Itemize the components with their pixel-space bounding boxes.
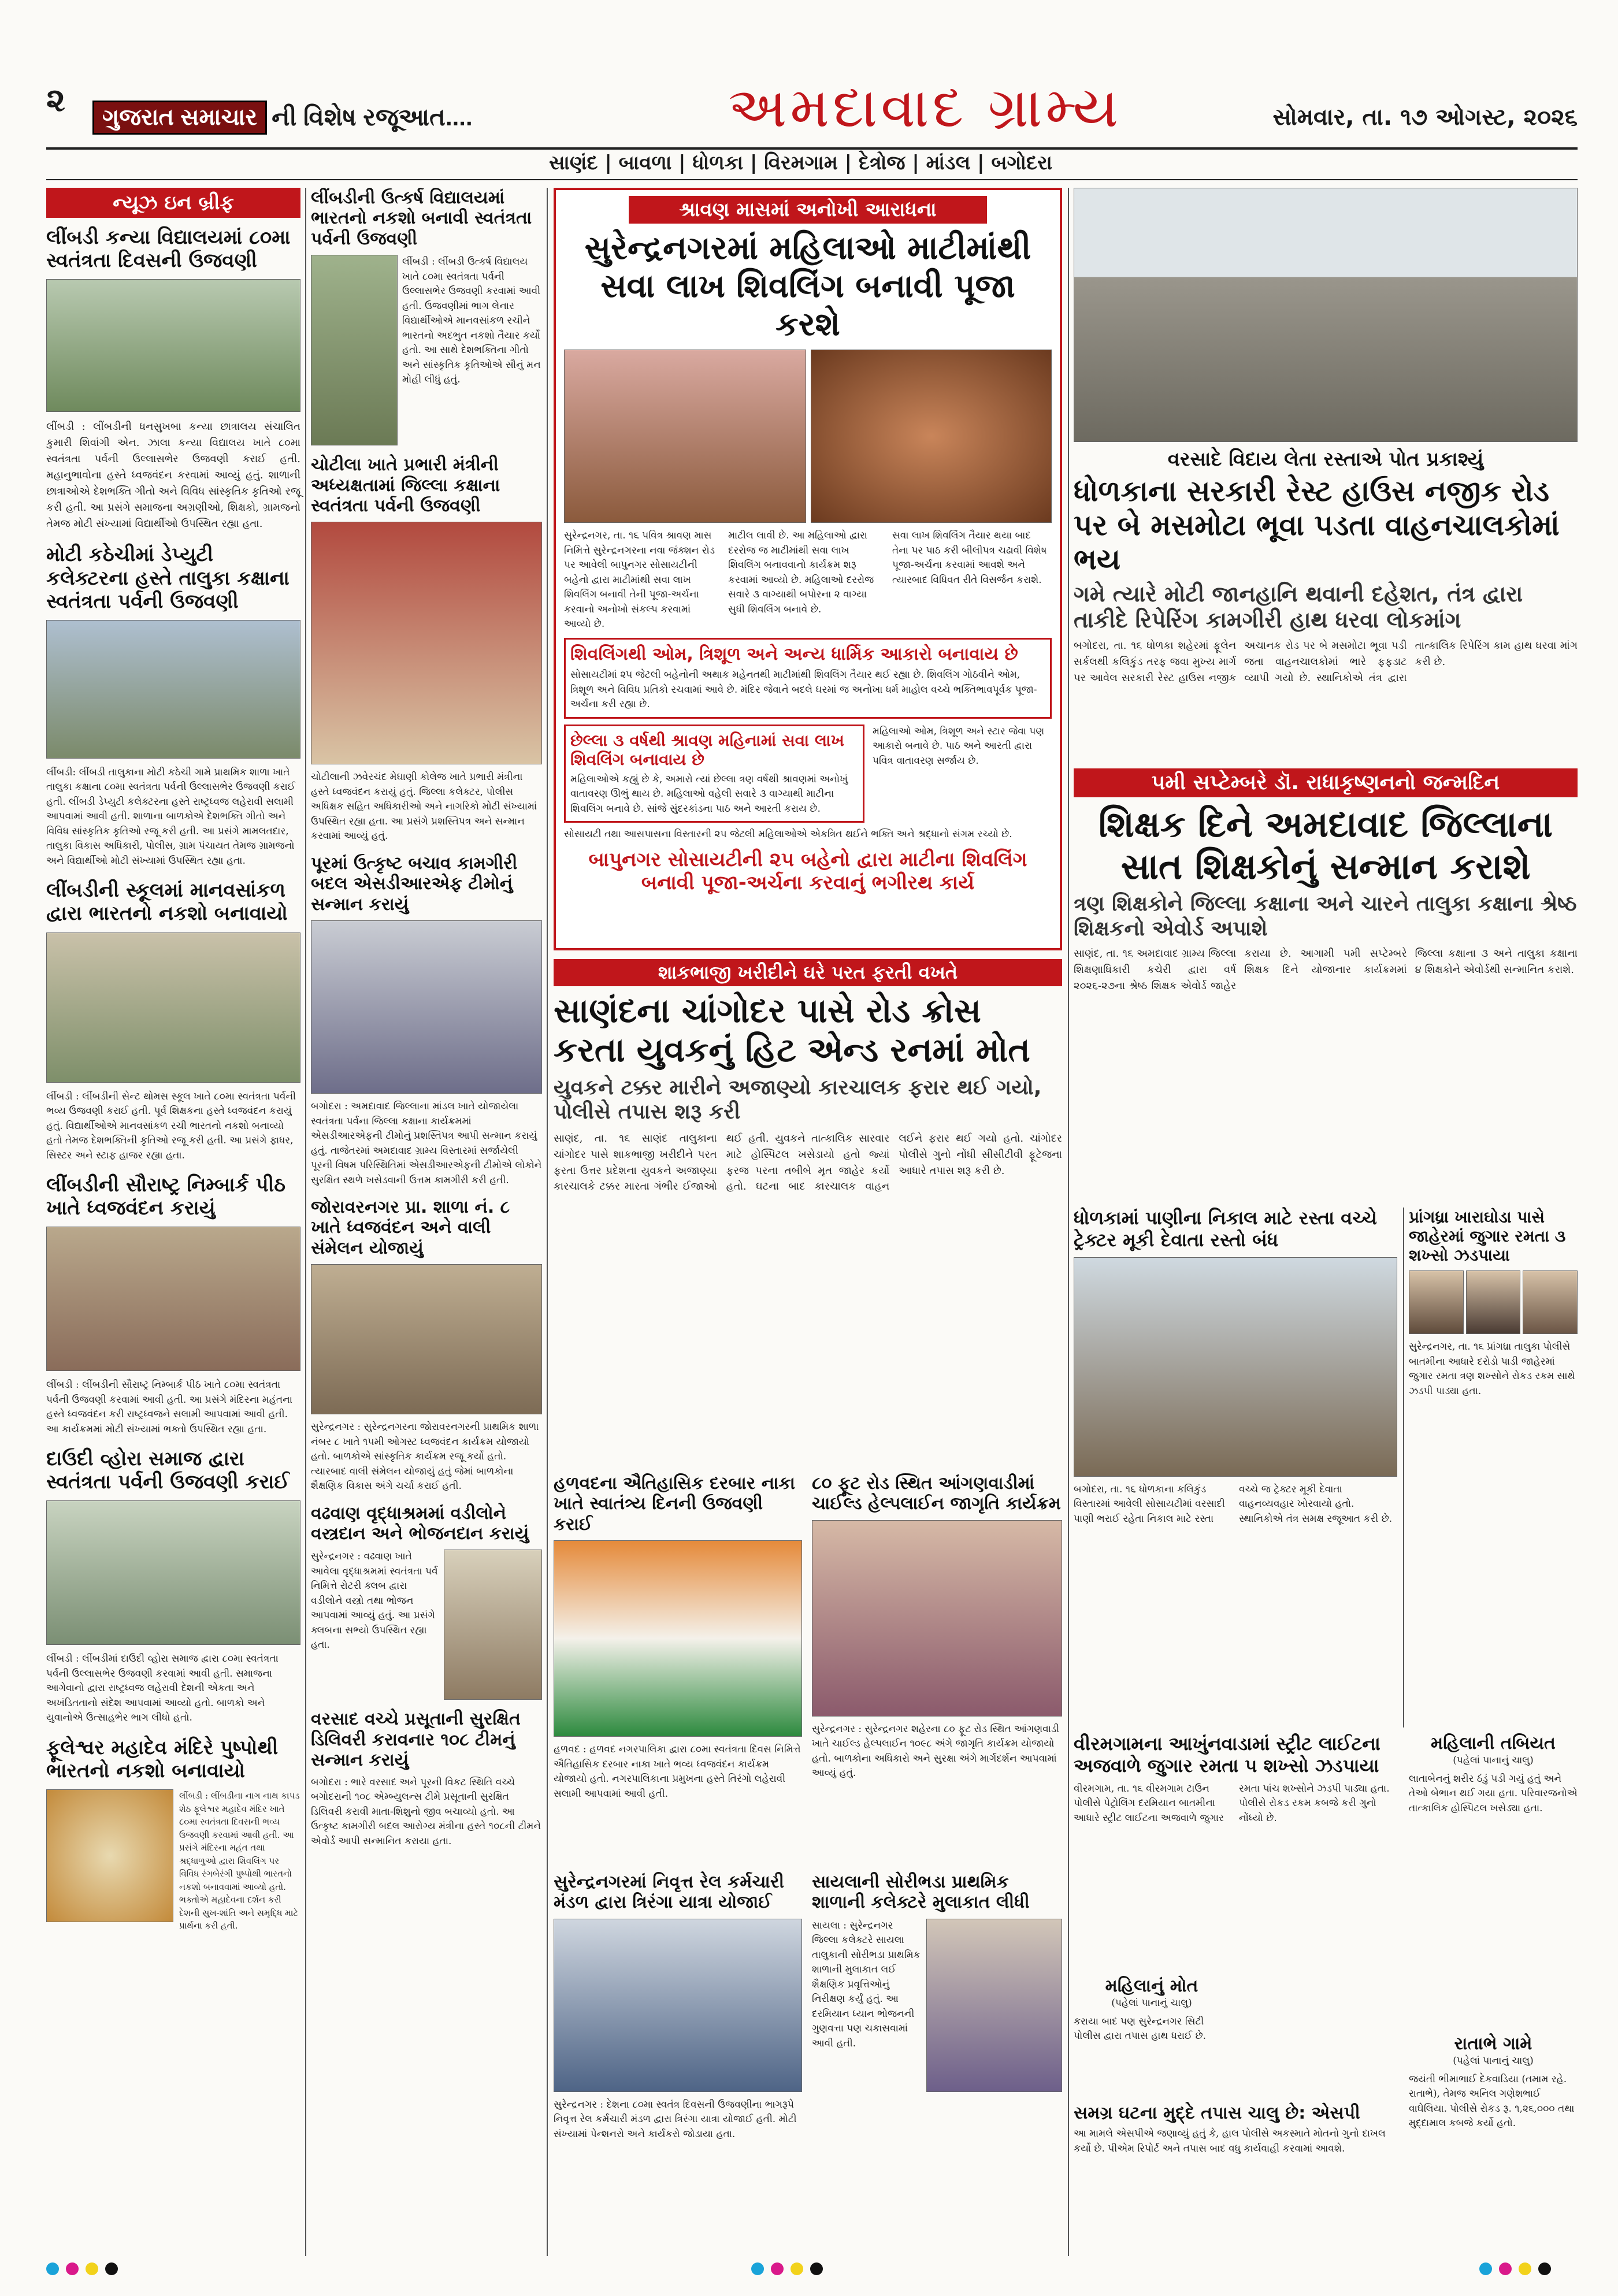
column-two xyxy=(311,188,542,1849)
feature-kicker: શ્રાવણ માસમાં અનોખી આરાધના xyxy=(629,196,987,224)
dateline: સોમવાર, તા. ૧૭ ઓગસ્ટ, ૨૦૨૬ xyxy=(1272,104,1578,131)
page-number: ૨ xyxy=(46,81,65,119)
school-story xyxy=(812,1872,1062,2092)
story-photo xyxy=(812,1520,1062,1717)
continued-text: આ મામલે એસપીએ જણાવ્યું હતું કે, હાલ પોલીસે અકસ્માતે મોતનો ગુનો દાખલ કર્યો છે. પીએમ રિપોર્ટ અને તપાસ બાદ વધુ કાર્યવાહી કરવામાં આવશે. xyxy=(1074,2128,1386,2154)
story-caption: ચોટીલાની ઝવેરચંદ મેઘાણી કોલેજ ખાતે પ્રભારી મંત્રીના હસ્તે ધ્વજવંદન કરાયું હતું. જિલ્લા કલેક્ટર, પોલીસ અધિક્ષક સહિત અધિકારીઓ અને નાગરિકો મોટી સંખ્યામાં ઉપસ્થિત રહ્યા હતા. આ પ્રસંગે પ્રશસ્તિપત્ર અને સન્માન કરવામાં આવ્યું હતું. xyxy=(311,771,537,842)
continued-health xyxy=(1409,1733,1578,1816)
registration-marks xyxy=(1479,2262,1551,2275)
story-text: સુરેન્દ્રનગર, તા. ૧૬ પ્રાંગધ્રા તાલુકા પોલીસે બાતમીના આધારે દરોડો પાડી જાહેરમાં જુગાર રમતા ત્રણ શખ્સોને રોકડ રકમ સાથે ઝડપી પાડ્યા હતા. xyxy=(1409,1341,1575,1397)
sidebar-title: શિવલિંગથી ઓમ, ત્રિશૂળ અને અન્ય ધાર્મિક આકારો બનાવાય છે xyxy=(570,644,1018,664)
story-photo xyxy=(926,1919,1062,2092)
yellow-mark xyxy=(1519,2262,1531,2275)
black-mark xyxy=(1538,2262,1551,2275)
brief-photo xyxy=(46,1227,300,1371)
magenta-mark xyxy=(1499,2262,1512,2275)
cyan-mark xyxy=(1479,2262,1492,2275)
brief-caption: લીંબડી : લીંબડીની સૌરાષ્ટ્ર નિમ્બાર્ક પીઠ ખાતે ૮૦મા સ્વતંત્રતા પર્વની ઉજવણી કરવામાં આવી હતી. આ પ્રસંગે મંદિરના મહંતના હસ્તે ધ્વજવંદન કરી રાષ્ટ્રધ્વજને સલામી આપવામાં આવી હતી. આ કાર્યક્રમમાં મોટી સંખ્યામાં ભક્તો ઉપસ્થિત રહ્યા હતા. xyxy=(46,1379,292,1435)
magenta-mark xyxy=(66,2262,79,2275)
story-photo xyxy=(311,255,398,445)
feature-text: મહિલાઓ ઓમ, ત્રિશૂળ અને સ્ટાર જેવા પણ આકારો બનાવે છે. પાઠ અને આરતી દ્વારા પવિત્ર વાતાવરણ સર્જાય છે. xyxy=(873,725,1045,767)
road-text: બગોદરા, તા. ૧૬ ધોળકા શહેરમાં ફૂલેન સર્કલથી કલિકુંડ તરફ જવા મુખ્ય માર્ગ પર આવેલ સરકારી રેસ્ટ હાઉસ નજીક અચાનક રોડ પર બે મસમોટા ભૂવા પડી જતા વાહનચાલકોમાં ભારે ફફડાટ વ્યાપી ગયો છે. સ્થાનિકોએ તંત્ર દ્વારા તાત્કાલિક રિપેરિંગ કામ હાથ ધરવા માંગ કરી છે. xyxy=(1074,639,1578,684)
brief-headline: લીંબડીની સ્કૂલમાં માનવસાંકળ દ્વારા ભારતનો નકશો બનાવાયો xyxy=(46,879,288,926)
teachers-headline: શિક્ષક દિને અમદાવાદ જિલ્લાના સાત શિક્ષકોનું સન્માન કરાશે xyxy=(1098,803,1553,888)
story-text: બગોદરા : અમદાવાદ જિલ્લાના માંડલ ખાતે યોજાયેલા સ્વતંત્રતા પર્વના જિલ્લા કક્ષાના કાર્યક્રમમાં એસડીઆરએફની ટીમોનું પ્રશસ્તિપત્ર આપી સન્માન કરાયું હતું. તાજેતરમાં અમદાવાદ ગ્રામ્ય વિસ્તારમાં સર્જાયેલી પૂરની વિષમ પરિસ્થિતિમાં એસડીઆરએફની ટીમોએ લોકોને સુરક્ષિત સ્થળે ખસેડવાની ઉત્તમ કામગીરી કરી હતી. xyxy=(311,1101,542,1186)
rail-story xyxy=(554,1872,802,2142)
teachers-story xyxy=(1074,768,1578,994)
story-photo xyxy=(311,1264,542,1414)
brief-caption: લીંબડી : લીંબડીમાં દાઉદી વ્હોરા સમાજ દ્વારા ૮૦મા સ્વતંત્રતા પર્વની ઉલ્લાસભેર ઉજવણી કરવામાં આવી હતી. સમાજના આગેવાનો દ્વારા રાષ્ટ્રધ્વજ લહેરાવી દેશની એકતા અને અખંડિતતાનો સંદેશ આપવામાં આવ્યો હતો. બાળકો અને યુવાનોએ ઉત્સાહભેર ભાગ લીધો હતો. xyxy=(46,1653,279,1724)
continued-death xyxy=(1074,1976,1230,2044)
cyan-mark xyxy=(751,2262,764,2275)
suspect-photo xyxy=(1409,1270,1464,1334)
story-headline: ચોટીલા ખાતે પ્રભારી મંત્રીની અધ્યક્ષતામાં જિલ્લા કક્ષાના સ્વતંત્રતા પર્વની ઉજવણી xyxy=(311,455,500,516)
continued-sp xyxy=(1074,2103,1397,2156)
brief-photo xyxy=(46,1500,300,1645)
story-text: લીંબડી : લીંબડી ઉત્કર્ષ વિદ્યાલય ખાતે ૮૦મા સ્વતંત્રતા પર્વની ઉલ્લાસભેર ઉજવણી કરવામાં આવી હતી. ઉજવણીમાં ભાગ લેનાર વિદ્યાર્થીઓએ માનવસાંકળ રચીને ભારતનો અદભુત નકશો તૈયાર કર્યો હતો. આ સાથે દેશભક્તિના ગીતો અને સાંસ્કૃતિક કૃતિઓએ સૌનું મન મોહી લીધું હતું. xyxy=(402,256,541,386)
continued-note: (પહેલાં પાનાનું ચાલુ) xyxy=(1453,2055,1534,2067)
column-rule xyxy=(1403,1208,1404,1727)
road-kicker: વરસાદે વિદાય લેતા રસ્તાએ પોત પ્રકાશ્યું xyxy=(1167,448,1484,471)
continued-label: મહિલાની તબિયત xyxy=(1431,1733,1556,1753)
black-mark xyxy=(810,2262,823,2275)
feature-sidebar xyxy=(564,638,1052,719)
brief-photo xyxy=(46,279,300,412)
brand xyxy=(92,98,473,136)
registration-marks xyxy=(46,2262,118,2275)
cyan-mark xyxy=(46,2262,59,2275)
story-headline: વઢવાણ વૃદ્ધાશ્રમમાં વડીલોને વસ્ત્રદાન અને ભોજનદાન કરાયું xyxy=(311,1503,529,1544)
story-text: વીરમગામ, તા. ૧૬ વીરમગામ ટાઉન પોલીસે પેટ્રોલિંગ દરમિયાન બાતમીના આધારે સ્ટ્રીટ લાઈટના અજવાળે જુગાર રમતા પાંચ શખ્સોને ઝડપી પાડ્યા હતા. પોલીસે રોકડ રકમ કબજે કરી ગુનો નોંધ્યો છે. xyxy=(1074,1782,1390,1824)
story-photo xyxy=(1074,1257,1397,1477)
accident-subhead: યુવકને ટક્કર મારીને અજાણ્યો કારચાલક ફરાર થઈ ગયો, પોલીસે તપાસ શરૂ કરી xyxy=(554,1075,1042,1124)
story-photo xyxy=(554,1919,802,2092)
accident-headline: સાણંદના ચાંગોદર પાસે રોડ ક્રોસ કરતા યુવકનું હિટ એન્ડ રનમાં મોત xyxy=(554,991,1030,1070)
news-brief-label: ન્યૂઝ ઇન બ્રીફ xyxy=(46,188,300,218)
continued-note: (પહેલાં પાનાનું ચાલુ) xyxy=(1453,1755,1534,1767)
teachers-kicker: ૫મી સપ્ટેમ્બરે ડૉ. રાધાકૃષ્ણનનો જન્મદિન xyxy=(1074,768,1578,797)
story-headline: વરસાદ વચ્ચે પ્રસૂતાની સુરક્ષિત ડિલિવરી કરાવનાર ૧૦૮ ટીમનું સન્માન કરાયું xyxy=(311,1709,521,1771)
town-strip: સાણંદ | બાવળા | ધોળકા | વિરમગામ | દેત્રોજ | માંડલ | બગોદરા xyxy=(549,151,1052,174)
continued-note: (પહેલાં પાનાનું ચાલુ) xyxy=(1111,1997,1192,2009)
tricolor-story xyxy=(554,1473,802,1801)
black-mark xyxy=(105,2262,118,2275)
anganwadi-story xyxy=(812,1473,1062,1781)
feature-text: સવા લાખ શિવલિંગ તૈયાર થયા બાદ તેના પર પાઠ કરી બીલીપત્ર ચઢાવી વિશેષ પૂજા-અર્ચના કરવામાં આવશે અને ત્યારબાદ વિધિવત રીતે વિસર્જન કરાશે. xyxy=(892,530,1047,586)
masthead xyxy=(46,64,1578,139)
brief-headline: લીંબડીની સૌરાષ્ટ્ર નિમ્બાર્ક પીઠ ખાતે ધ્વજવંદન કરાયું xyxy=(46,1173,286,1220)
column-rule xyxy=(1068,188,1069,2256)
teachers-text: સાણંદ, તા. ૧૬ અમદાવાદ ગ્રામ્ય જિલ્લા શિક્ષણાધિકારી કચેરી દ્વારા વર્ષ ૨૦૨૬-૨૭ના શ્રેષ્ઠ શિક્ષક એવોર્ડ જાહેર કરાયા છે. આગામી ૫મી સપ્ટેમ્બરે શિક્ષક દિને યોજાનાર કાર્યક્રમમાં જિલ્લા કક્ષાના ૩ અને તાલુકા કક્ષાના ૪ શિક્ષકોને એવોર્ડથી સન્માનિત કરાશે. xyxy=(1074,948,1578,993)
column-rule xyxy=(305,188,306,2256)
road-story xyxy=(1074,188,1578,686)
story-headline: પ્રાંગધ્રા ખારાઘોડા પાસે જાહેરમાં જુગાર રમતા ૩ શખ્સો ઝડપાયા xyxy=(1409,1208,1566,1265)
story-photo xyxy=(311,920,542,1094)
towns-rule xyxy=(46,179,1578,180)
continued-label: રાતાભે ગામે xyxy=(1454,2034,1532,2054)
accident-kicker: શાકભાજી ખરીદીને ઘરે પરત ફરતી વખતે xyxy=(554,959,1062,986)
brief-headline: ફૂલેશ્વર મહાદેવ મંદિરે પુષ્પોથી ભારતનો નકશો બનાવાયો xyxy=(46,1736,279,1783)
brief-photo xyxy=(46,1789,173,1922)
story-headline: પૂરમાં ઉત્કૃષ્ટ બચાવ કામગીરી બદલ એસડીઆરએફ ટીમોનું સન્માન કરાયું xyxy=(311,853,518,915)
continued-label: સમગ્ર ઘટના મુદ્દે તપાસ ચાલુ છે: એસપી xyxy=(1074,2103,1360,2123)
story-photo xyxy=(554,1540,802,1737)
gambling2-story xyxy=(1074,1733,1397,1826)
road-photo xyxy=(1074,188,1578,442)
story-text: સાયલા : સુરેન્દ્રનગર જિલ્લા કલેક્ટરે સાયલા તાલુકાની સોરીભડા પ્રાથમિક શાળાની મુલાકાત લઈ શૈક્ષણિક પ્રવૃત્તિઓનું નિરીક્ષણ કર્યું હતું. આ દરમિયાન ધ્યાન ભોજનની ગુણવત્તા પણ ચકાસવામાં આવી હતી. xyxy=(812,1919,921,2049)
masthead-rule xyxy=(46,147,1578,150)
suspect-photo xyxy=(1523,1270,1578,1334)
feature-box xyxy=(554,188,1062,950)
story-photo xyxy=(311,522,542,764)
news-brief-column xyxy=(46,188,300,1933)
story-headline: વીરમગામના આખુંનવાડામાં સ્ટ્રીટ લાઈટના અજવાળે જુગાર રમતા ૫ શખ્સો ઝડપાયા xyxy=(1074,1733,1381,1777)
continued-text: કરાયા બાદ પણ સુરેન્દ્રનગર સિટી પોલીસ દ્વારા તપાસ હાથ ધરાઈ છે. xyxy=(1074,2015,1207,2042)
continued-text: લાતાબેનનું શરીર ઠંડું પડી ગયું હતું અને તેઓ બેભાન થઈ ગયા હતા. પરિવારજનોએ તાત્કાલિક હોસ્પિટલ ખસેડ્યા હતા. xyxy=(1409,1773,1578,1814)
story-text: સુરેન્દ્રનગર : સુરેન્દ્રનગરના જોરાવરનગરની પ્રાથમિક શાળા નંબર ૮ ખાતે ૧૫મી ઓગસ્ટ ધ્વજવંદન કાર્યક્રમ યોજાયો હતો. બાળકોએ સાંસ્કૃતિક કાર્યક્રમ રજૂ કર્યો હતો. ત્યારબાદ વાલી સંમેલન યોજાયું હતું જેમાં બાળકોના શૈક્ષણિક વિકાસ અંગે ચર્ચા કરાઈ હતી. xyxy=(311,1421,539,1492)
road-subhead: ગમે ત્યારે મોટી જાનહાનિ થવાની દહેશત, તંત્ર દ્વારા તાકીદે રિપેરિંગ કામગીરી હાથ ધરવા લોકમાંગ xyxy=(1074,581,1523,633)
story-text: સુરેન્દ્રનગર : વઢવાણ ખાતે આવેલા વૃદ્ધાશ્રમમાં સ્વતંત્રતા પર્વ નિમિત્તે રોટરી ક્લબ દ્વારા વડીલોને વસ્ત્રો તથા ભોજન આપવામાં આવ્યું હતું. આ પ્રસંગે ક્લબના સભ્યો ઉપસ્થિત રહ્યા હતા. xyxy=(311,1551,438,1651)
magenta-mark xyxy=(771,2262,784,2275)
feature-sidebar xyxy=(564,725,864,823)
story-photo xyxy=(444,1550,542,1700)
brief-caption: લીંબડી: લીંબડી તાલુકાના મોટી કઠેચી ગામે પ્રાથમિક શાળા ખાતે તાલુકા કક્ષાના ૮૦મા સ્વતંત્રતા પર્વની ઉલ્લાસભેર ઉજવણી કરાઈ હતી. લીંબડી ડેપ્યુટી કલેક્ટરના હસ્તે રાષ્ટ્રધ્વજ લહેરાવી સલામી આપવામાં આવી હતી. શાળાના બાળકોએ દેશભક્તિ ગીતો અને વિવિધ સાંસ્કૃતિક કૃતિઓ રજૂ કરી હતી. આ પ્રસંગે મામલતદાર, તાલુકા વિકાસ અધિકારી, પોલીસ, ગ્રામ પંચાયત તેમજ ગ્રામજનો અને વિદ્યાર્થીઓ મોટી સંખ્યામાં ઉપસ્થિત રહ્યા હતા. xyxy=(46,766,295,867)
feature-photo xyxy=(811,350,1052,523)
teachers-subhead: ત્રણ શિક્ષકોને જિલ્લા કક્ષાના અને ચારને તાલુકા કક્ષાના શ્રેષ્ઠ શિક્ષકનો એવોર્ડ અપાશે xyxy=(1074,892,1577,941)
brief-headline: મોટી કઠેચીમાં ડેપ્યુટી કલેક્ટરના હસ્તે તાલુકા કક્ષાના સ્વતંત્રતા પર્વની ઉજવણી xyxy=(46,543,290,613)
feature-text: માટીલ લાવી છે. આ મહિલાઓ દ્વારા દરરોજ જ માટીમાંથી સવા લાખ શિવલિંગ બનાવવાનો કાર્યક્રમ શરૂ કરવામાં આવ્યો છે. મહિલાઓ દરરોજ સવારે ૩ વાગ્યાથી બપોરના ૨ વાગ્યા સુધી શિવલિંગ બનાવે છે. xyxy=(728,530,874,615)
gambling-story xyxy=(1409,1208,1578,1399)
brief-text: લીંબડી : લીંબડીના નાગ નાથ કાપડ શેઠ ફૂલેશ્વર મહાદેવ મંદિર ખાતે ૮૦મા સ્વતંત્રતા દિવસની ભવ્ય ઉજવણી કરવામાં આવી હતી. આ પ્રસંગે મંદિરના મહંત તથા શ્રદ્ધાળુઓ દ્વારા શિવલિંગ પર વિવિધ રંગબેરંગી પુષ્પોથી ભારતનો નકશો બનાવવામાં આવ્યો હતો. ભક્તોએ મહાદેવના દર્શન કરી દેશની સુખ-શાંતિ અને સમૃદ્ધિ માટે પ્રાર્થના કરી હતી. xyxy=(179,1790,300,1931)
story-text: સુરેન્દ્રનગર : સુરેન્દ્રનગર શહેરના ૮૦ ફૂટ રોડ સ્થિત આંગણવાડી ખાતે ચાઈલ્ડ હેલ્પલાઈન ૧૦૯૮ અંગે જાગૃતિ કાર્યક્રમ યોજાયો હતો. બાળકોના અધિકારો અને સુરક્ષા અંગે માર્ગદર્શન આપવામાં આવ્યું હતું. xyxy=(812,1723,1060,1779)
story-text: સુરેન્દ્રનગર : દેશના ૮૦મા સ્વતંત્ર દિવસની ઉજવણીના ભાગરૂપે નિવૃત્ત રેલ કર્મચારી મંડળ દ્વારા ત્રિરંગા યાત્રા યોજાઈ હતી. મોટી સંખ્યામાં પેન્શનરો અને કાર્યકરો જોડાયા હતા. xyxy=(554,2098,797,2140)
continued-label: મહિલાનું મોત xyxy=(1105,1976,1198,1996)
sidebar-title: છેલ્લા ૩ વર્ષથી શ્રાવણ મહિનામાં સવા લાખ શિવલિંગ બનાવાય છે xyxy=(570,730,844,769)
continued-village xyxy=(1409,2034,1578,2131)
feature-text: સોસાયટી તથા આસપાસના વિસ્તારની ૨૫ જેટલી મહિલાઓએ એકત્રિત થઈને ભક્તિ અને શ્રદ્ધાનો સંગમ રચ્યો છે. xyxy=(564,829,1012,841)
road-headline: ધોળકાના સરકારી રેસ્ટ હાઉસ નજીક રોડ પર બે મસમોટા ભૂવા પડતા વાહનચાલકોમાં ભય xyxy=(1074,474,1560,577)
story-headline: જોરાવરનગર પ્રા. શાળા નં. ૮ ખાતે ધ્વજવંદન અને વાલી સંમેલન યોજાયું xyxy=(311,1197,510,1258)
column-rule xyxy=(547,188,548,2256)
story-text: બગોદરા : ભારે વરસાદ અને પૂરની વિકટ સ્થિતિ વચ્ચે બગોદરાની ૧૦૮ એમ્બ્યુલન્સ ટીમે પ્રસૂતાની સુરક્ષિત ડિલિવરી કરાવી માતા-શિશુનો જીવ બચાવ્યો હતો. આ ઉત્કૃષ્ટ કામગીરી બદલ આરોગ્ય મંત્રીના હસ્તે ૧૦૮ની ટીમને એવોર્ડ આપી સન્માનિત કરાયા હતા. xyxy=(311,1776,541,1847)
sidebar-text: મહિલાઓએ કહ્યું છે કે, અમારો ત્યાં છેલ્લા ત્રણ વર્ષથી શ્રાવણમાં અનોખું વાતાવરણ ઊભું થાય છે. મહિલાઓ વહેલી સવારે ૩ વાગ્યાથી માટીના શિવલિંગ બનાવે છે. સાંજે સુંદરકાંડના પાઠ અને આરતી કરાય છે. xyxy=(570,773,848,815)
feature-photo xyxy=(564,350,806,523)
accident-story xyxy=(554,959,1062,1195)
feature-headline: સુરેન્દ્રનગરમાં મહિલાઓ માટીમાંથી સવા લાખ શિવલિંગ બનાવી પૂજા કરશે xyxy=(584,229,1031,344)
story-headline: સુરેન્દ્રનગરમાં નિવૃત્ત રેલ કર્મચારી મંડળ દ્વારા ત્રિરંગા યાત્રા યોજાઈ xyxy=(554,1872,784,1913)
water-story xyxy=(1074,1208,1397,1526)
registration-marks xyxy=(751,2262,823,2275)
feature-text: સુરેન્દ્રનગર, તા. ૧૬ પવિત્ર શ્રાવણ માસ નિમિત્તે સુરેન્દ્રનગરના નવા જંક્શન રોડ પર આવેલી બાપુનગર સોસાયટીની બહેનો દ્વારા માટીમાંથી સવા લાખ શિવલિંગ બનાવી તેની પૂજા-અર્ચના કરવાનો અનોખો સંકલ્પ કરવામાં આવ્યો છે. xyxy=(564,530,715,630)
suspect-photo xyxy=(1466,1270,1521,1334)
story-text: હળવદ : હળવદ નગરપાલિકા દ્વારા ૮૦મા સ્વતંત્રતા દિવસ નિમિત્તે ઐતિહાસિક દરબાર નાકા ખાતે ભવ્ય ધ્વજવંદન કાર્યક્રમ યોજાયો હતો. નગરપાલિકાના પ્રમુખના હસ્તે તિરંગો લહેરાવી સલામી આપવામાં આવી હતી. xyxy=(554,1744,801,1800)
sidebar-text: સોસાયટીમાં ૨૫ જેટલી બહેનોની અથાક મહેનતથી માટીમાંથી શિવલિંગ તૈયાર થઈ રહ્યા છે. શિવલિંગ ગોઠવીને ઓમ, ત્રિશૂળ અને વિવિધ પ્રતિકો રચવામાં આવે છે. મંદિર જેવાને બદલે ઘરમાં જ અનોખા ધર્મ માહોલ વચ્ચે ભક્તિભાવપૂર્વક પૂજા-અર્ચના કરી રહ્યા છે. xyxy=(570,669,1037,711)
brand-logo: ગુજરાત સમાચાર xyxy=(92,101,267,135)
section-title: અમદાવાદ ગ્રામ્ય xyxy=(728,75,1122,140)
feature-footer: બાપુનગર સોસાયટીની ૨૫ બહેનો દ્વારા માટીના શિવલિંગ બનાવી પૂજા-અર્ચના કરવાનું ભગીરથ કાર્ય xyxy=(588,848,1027,894)
brief-headline: દાઉદી વ્હોરા સમાજ દ્વારા સ્વતંત્રતા પર્વની ઉજવણી કરાઈ xyxy=(46,1447,290,1494)
brief-photo xyxy=(46,932,300,1083)
story-headline: ધોળકામાં પાણીના નિકાલ માટે રસ્તા વચ્ચે ટ્રેક્ટર મૂકી દેવાતા રસ્તો બંધ xyxy=(1074,1207,1377,1251)
story-headline: સાયલાની સોરીભડા પ્રાથમિક શાળાની કલેક્ટરે મુલાકાત લીધી xyxy=(812,1872,1030,1913)
story-headline: ૮૦ ફૂટ રોડ સ્થિત આંગણવાડીમાં ચાઈલ્ડ હેલ્પલાઈન જાગૃતિ કાર્યક્રમ xyxy=(812,1473,1061,1514)
yellow-mark xyxy=(791,2262,803,2275)
story-text: બગોદરા, તા. ૧૬ ધોળકાના કલિકુંડ વિસ્તારમાં આવેલી સોસાયટીમાં વરસાદી પાણી ભરાઈ રહેતા નિકાલ માટે રસ્તા વચ્ચે જ ટ્રેક્ટર મૂકી દેવાતા વાહનવ્યવહાર ખોરવાયો હતો. સ્થાનિકોએ તંત્ર સમક્ષ રજૂઆત કરી છે. xyxy=(1074,1483,1393,1525)
continued-text: જયંતી ભીમાભાઈ દેકવાડિયા (તમામ રહે. રાતાભે), તેમજ અનિલ ગણેશભાઈ વાઘેલિયા. પોલીસે રોકડ રૂ. ૧,૨૬,૦૦૦ તથા મુદ્દામાલ કબજે કર્યો હતો. xyxy=(1409,2073,1575,2130)
brief-headline: લીંબડી કન્યા વિદ્યાલયમાં ૮૦મા સ્વતંત્રતા દિવસની ઉજવણી xyxy=(46,226,291,273)
brief-text: લીંબડી : લીંબડીની ધનસુખબા કન્યા છાત્રાલય સંચાલિત કુમારી શિવાંગી એન. ઝાલા કન્યા વિદ્યાલય ખાતે ૮૦મા સ્વતંત્રતા પર્વની ઉલ્લાસભેર ઉજવણી કરાઈ હતી. મહાનુભાવોના હસ્તે ધ્વજવંદન કરવામાં આવ્યું હતું. શાળાની છાત્રાઓએ દેશભક્તિ ગીતો અને વિવિધ સાંસ્કૃતિક કૃતિઓ રજૂ કરી હતી. આ પ્રસંગે સમાજના અગ્રણીઓ, શિક્ષકો, ગ્રામજનો તેમજ મોટી સંખ્યામાં વિદ્યાર્થીઓ ઉપસ્થિત રહ્યા હતા. xyxy=(46,421,300,530)
brief-photo xyxy=(46,620,300,759)
story-headline: હળવદના ઐતિહાસિક દરબાર નાકા ખાતે સ્વાતંત્ર્ય દિનની ઉજવણી કરાઈ xyxy=(554,1473,795,1535)
accident-text: સાણંદ, તા. ૧૬ સાણંદ તાલુકાના ચાંગોદર પાસે શાકભાજી ખરીદીને પરત ફરતા ઉત્તર પ્રદેશના યુવકને અજાણ્યા કારચાલકે ટક્કર મારતા ગંભીર ઈજાઓ થઈ હતી. યુવકને તાત્કાલિક સારવાર માટે હોસ્પિટલ ખસેડાયો હતો જ્યાં ફરજ પરના તબીબે મૃત જાહેર કર્યો હતો. ઘટના બાદ કારચાલક વાહન લઈને ફરાર થઈ ગયો હતો. ચાંગોદર પોલીસે ગુનો નોંધી સીસીટીવી ફૂટેજના આધારે તપાસ શરૂ કરી છે. xyxy=(554,1132,1062,1193)
yellow-mark xyxy=(86,2262,98,2275)
story-headline: લીંબડીની ઉત્કર્ષ વિદ્યાલયમાં ભારતનો નકશો બનાવી સ્વતંત્રતા પર્વની ઉજવણી xyxy=(311,188,532,249)
brand-tagline: ની વિશેષ રજૂઆત.... xyxy=(272,103,473,131)
brief-caption: લીંબડી : લીંબડીની સેન્ટ થોમસ સ્કૂલ ખાતે ૮૦મા સ્વતંત્રતા પર્વની ભવ્ય ઉજવણી કરાઈ હતી. પૂર્વ શિક્ષકના હસ્તે ધ્વજવંદન કરાયું હતું. વિદ્યાર્થીઓએ માનવસાંકળ રચી ભારતનો નકશો બનાવ્યો હતો તેમજ દેશભક્તિની કૃતિઓ રજૂ કરી હતી. આ પ્રસંગે ફાધર, સિસ્ટર અને સ્ટાફ હાજર રહ્યા હતા. xyxy=(46,1090,296,1161)
